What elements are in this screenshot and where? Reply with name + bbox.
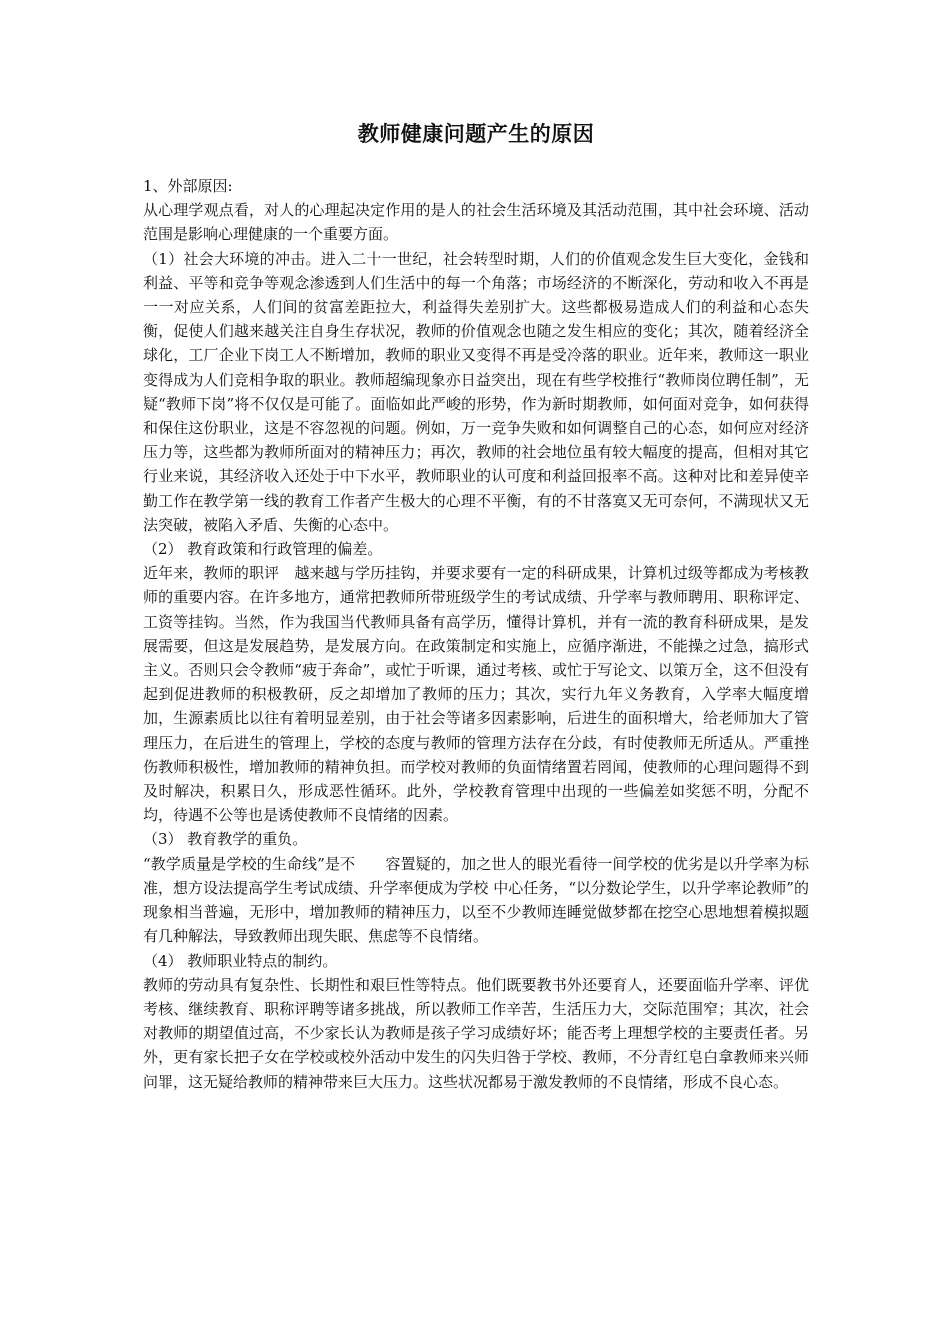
section-heading-external: 1、外部原因: bbox=[143, 177, 233, 195]
paragraph-occupation: 教师的劳动具有复杂性、长期性和艰巨性等特点。他们既要教书外还要育人，还要面临升学率、评优考核、继续教育、职称评聘等诸多挑战，所以教师工作辛苦，生活压力大，交际范围窄；其次，社会对教师的期望值过高，不少家长认为教师是孩子学习成绩好坏；能否考上理想学校的主要责任者。另外，更有家长把子女在学校或校外活动中发生的闪失归咎于学校、教师，不分青红皂白拿教师来兴师问罪，这无疑给教师的精神带来巨大压力。这些状况都易于激发教师的不良情绪，形成不良心态。 bbox=[143, 975, 809, 1091]
paragraph-policy: 近年来，教师的职评 越来越与学历挂钩，并要求要有一定的科研成果，计算机过级等都成为考核教师的重要内容。在许多地方，通常把教师所带班级学生的考试成绩、升学率与教师聘用、职称评定、工资等挂钩。当然，作为我国当代教师具备有高学历，懂得计算机，并有一流的教育科研成果，是发展需要，但这是发展趋势，是发展方向。在政策制定和实施上，应循序渐进，不能操之过急，搞形式主义。否则只会令教师“疲于奔命”，或忙于听课，通过考核、或忙于写论文、以策万全，这不但没有起到促进教师的积极教研，反之却增加了教师的压力；其次，实行九年义务教育，入学率大幅度增加，生源素质比以往有着明显差别，由于社会等诸多因素影响，后进生的面积增大，给老师加大了管理压力，在后进生的管理上，学校的态度与教师的管理方法存在分歧，有时使教师无所适从。严重挫伤教师积极性，增加教师的精神负担。而学校对教师的负面情绪置若罔闻，使教师的心理问题得不到及时解决，积累日久，形成恶性循环。此外，学校教育管理中出现的一些偏差如奖惩不明，分配不均，待遇不公等也是诱使教师不良情绪的因素。 bbox=[143, 564, 809, 825]
subheading-policy: （2） 教育政策和行政管理的偏差。 bbox=[143, 540, 383, 559]
subheading-teaching-burden: （3） 教育教学的重负。 bbox=[143, 830, 308, 849]
paragraph-teaching-burden: “教学质量是学校的生命线”是不 容置疑的，加之世人的眼光看待一间学校的优劣是以升学率为标准，想方设法提高学生考试成绩、升学率便成为学校 中心任务，“以分数论学生，以升学率论教师”的现象相当普遍，无形中，增加教师的精神压力，以至不少教师连睡觉做梦都在挖空心思地想着模拟题有几种解法，导致教师出现失眠、焦虑等不良情绪。 bbox=[143, 854, 809, 946]
document-body bbox=[143, 174, 809, 1094]
document-title: 教师健康问题产生的原因 bbox=[357, 121, 595, 146]
subheading-occupation: （4） 教师职业特点的制约。 bbox=[143, 951, 338, 970]
document-page bbox=[143, 118, 809, 1094]
paragraph-social-environment: （1）社会大环境的冲击。进入二十一世纪，社会转型时期，人们的价值观念发生巨大变化，金钱和利益、平等和竞争等观念渗透到人们生活中的每一个角落；市场经济的不断深化，劳动和收入不再是一一对应关系，人们间的贫富差距拉大，利益得失差别扩大。这些都极易造成人们的利益和心态失衡，促使人们越来越关注自身生存状况，教师的价值观念也随之发生相应的变化；其次，随着经济全球化，工厂企业下岗工人不断增加，教师的职业又变得不再是受冷落的职业。近年来，教师这一职业变得成为人们竞相争取的职业。教师超编现象亦日益突出，现在有些学校推行“教师岗位聘任制”，无疑“教师下岗”将不仅仅是可能了。面临如此严峻的形势，作为新时期教师，如何面对竞争，如何获得和保住这份职业，这是不容忽视的问题。例如，万一竞争失败和如何调整自己的心态，如何应对经济压力等，这些都为教师所面对的精神压力；再次，教师的社会地位虽有较大幅度的提高，但相对其它行业来说，其经济收入还处于中下水平，教师职业的认可度和利益回报率不高。这种对比和差异使辛勤工作在教学第一线的教育工作者产生极大的心理不平衡，有的不甘落寞又无可奈何，不满现状又无法突破，被陷入矛盾、失衡的心态中。 bbox=[143, 249, 809, 534]
paragraph-intro: 从心理学观点看，对人的心理起决定作用的是人的社会生活环境及其活动范围，其中社会环境、活动范围是影响心理健康的一个重要方面。 bbox=[143, 201, 809, 244]
